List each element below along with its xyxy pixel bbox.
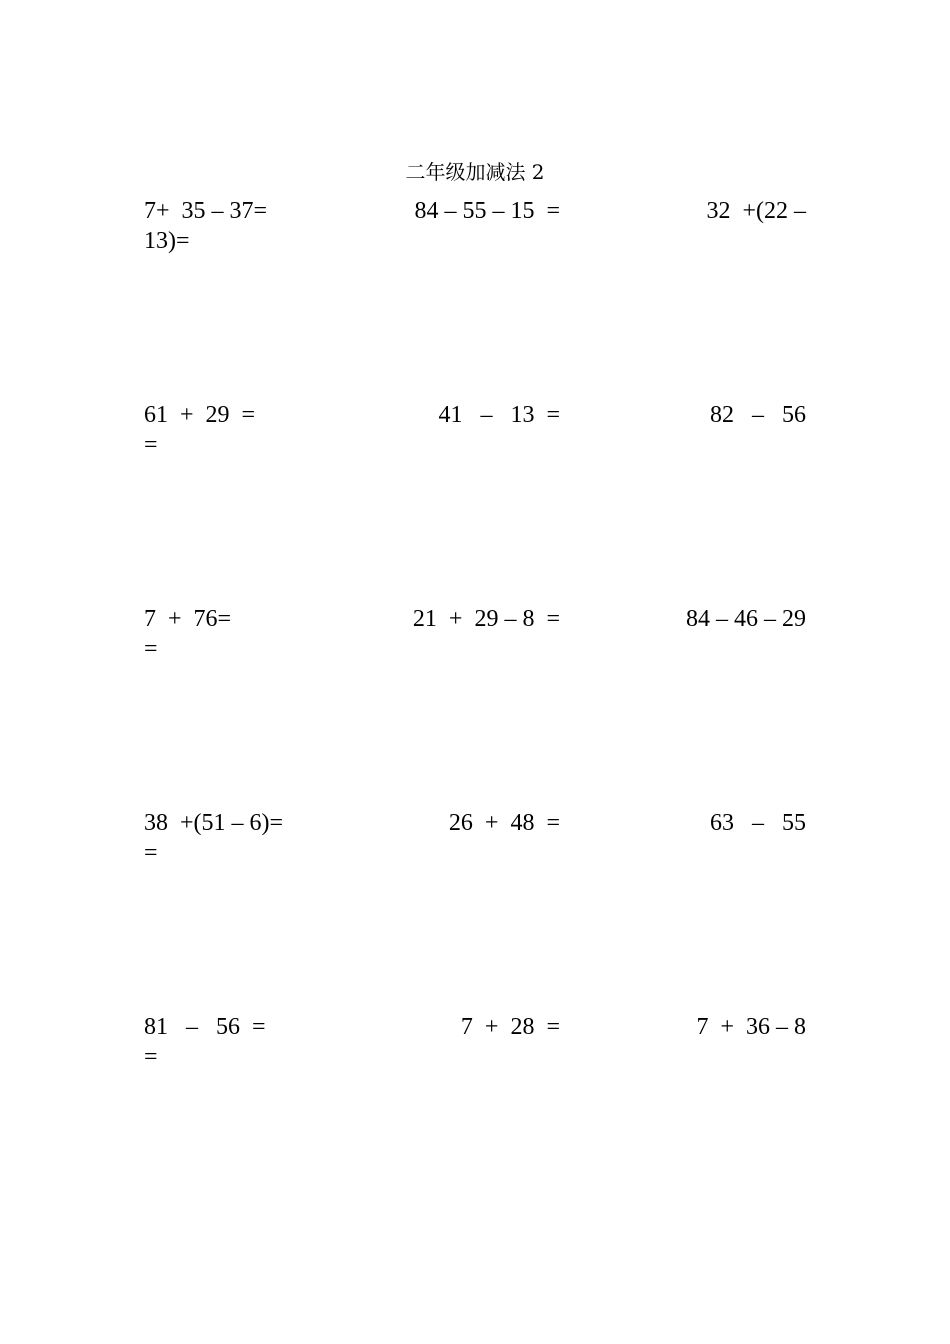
problem-row3-right: 84 – 46 – 29 [686,606,806,632]
problem-row1-wrap: 13)= [144,228,190,254]
problem-row4-left: 38 +(51 – 6)= [144,810,284,836]
problem-row5-right: 7 + 36 – 8 [696,1014,806,1040]
problem-row1-left: 7+ 35 – 37= [144,198,268,224]
problem-row4-wrap: = [144,840,158,866]
worksheet-title: 二年级加减法 2 [405,160,545,184]
problem-row2-wrap: = [144,432,158,458]
problem-row4-right: 63 – 55 [710,810,806,836]
problem-row5-left: 81 – 56 = [144,1014,266,1040]
problem-row2-right: 82 – 56 [710,402,806,428]
problem-row2-left: 61 + 29 = [144,402,256,428]
problem-row1-right: 32 +(22 – [706,198,806,224]
problem-row3-mid: 21 + 29 – 8 = [412,606,560,632]
problem-row2-mid: 41 – 13 = [438,402,560,428]
problem-row3-wrap: = [144,636,158,662]
problem-row5-mid: 7 + 28 = [460,1014,560,1040]
problem-row4-mid: 26 + 48 = [448,810,560,836]
problem-row3-left: 7 + 76= [144,606,232,632]
problem-row5-wrap: = [144,1044,158,1070]
problem-row1-mid: 84 – 55 – 15 = [414,198,560,224]
